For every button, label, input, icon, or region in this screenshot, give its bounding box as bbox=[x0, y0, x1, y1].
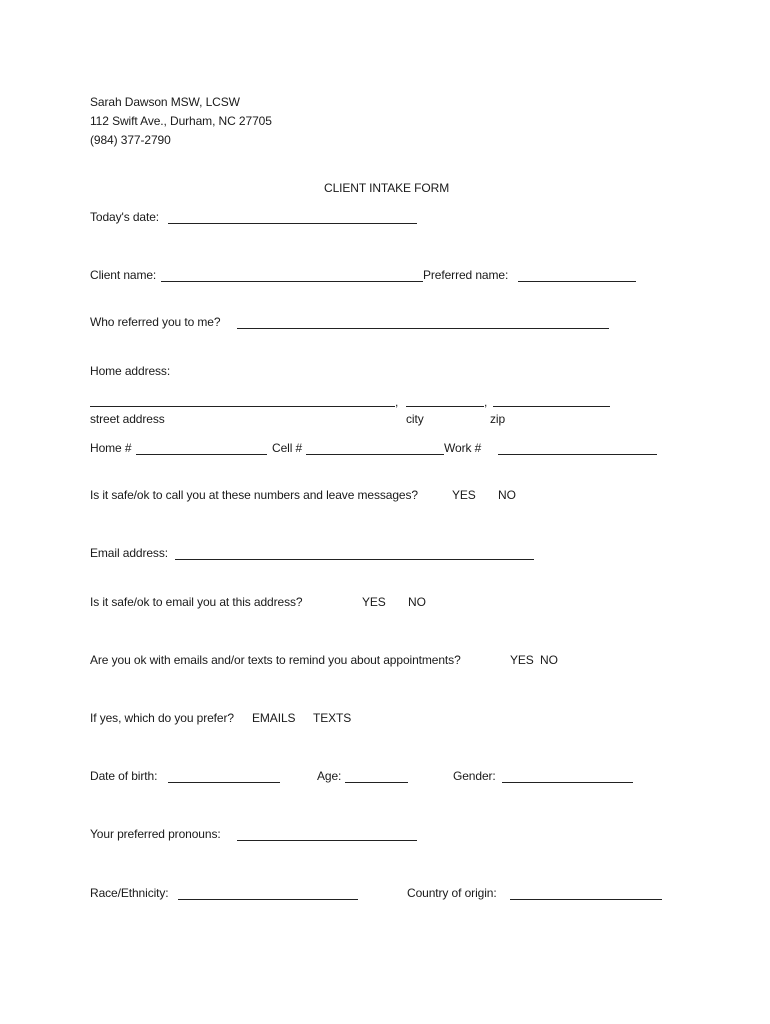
safe-email-no[interactable]: NO bbox=[408, 595, 426, 609]
todays-date-line[interactable] bbox=[168, 223, 417, 224]
referred-by-line[interactable] bbox=[237, 328, 609, 329]
race-ethnicity-line[interactable] bbox=[178, 899, 358, 900]
safe-call-yes[interactable]: YES bbox=[452, 488, 476, 502]
form-title: CLIENT INTAKE FORM bbox=[324, 181, 450, 195]
client-name-label: Client name: bbox=[90, 268, 157, 282]
gender-label: Gender: bbox=[453, 769, 496, 783]
address-comma-1: , bbox=[395, 395, 399, 409]
referred-by-label: Who referred you to me? bbox=[90, 315, 221, 329]
age-label: Age: bbox=[317, 769, 342, 783]
client-name-line[interactable] bbox=[161, 281, 423, 282]
date-of-birth-label: Date of birth: bbox=[90, 769, 158, 783]
cell-phone-label: Cell # bbox=[272, 441, 303, 455]
provider-phone: (984) 377-2790 bbox=[90, 133, 171, 147]
prefer-texts[interactable]: TEXTS bbox=[313, 711, 352, 725]
zip-caption: zip bbox=[490, 412, 506, 426]
reminders-no[interactable]: NO bbox=[540, 653, 558, 667]
email-address-line[interactable] bbox=[175, 559, 534, 560]
date-of-birth-line[interactable] bbox=[168, 782, 280, 783]
safe-email-yes[interactable]: YES bbox=[362, 595, 386, 609]
reminders-yes[interactable]: YES bbox=[510, 653, 534, 667]
address-comma-2: , bbox=[484, 395, 488, 409]
email-address-label: Email address: bbox=[90, 546, 168, 560]
age-line[interactable] bbox=[345, 782, 408, 783]
city-line[interactable] bbox=[406, 406, 484, 407]
country-of-origin-line[interactable] bbox=[510, 899, 662, 900]
prefer-question: If yes, which do you prefer? bbox=[90, 711, 234, 725]
pronouns-label: Your preferred pronouns: bbox=[90, 827, 221, 841]
cell-phone-line[interactable] bbox=[306, 454, 444, 455]
zip-line[interactable] bbox=[493, 406, 610, 407]
todays-date-label: Today's date: bbox=[90, 210, 160, 224]
provider-name: Sarah Dawson MSW, LCSW bbox=[90, 95, 240, 109]
pronouns-line[interactable] bbox=[237, 840, 417, 841]
safe-call-question: Is it safe/ok to call you at these numbers and leave messages? bbox=[90, 488, 418, 502]
safe-email-question: Is it safe/ok to email you at this address? bbox=[90, 595, 303, 609]
work-phone-label: Work # bbox=[444, 441, 482, 455]
reminders-question: Are you ok with emails and/or texts to remind you about appointments? bbox=[90, 653, 461, 667]
provider-address: 112 Swift Ave., Durham, NC 27705 bbox=[90, 114, 272, 128]
work-phone-line[interactable] bbox=[498, 454, 657, 455]
gender-line[interactable] bbox=[502, 782, 633, 783]
safe-call-no[interactable]: NO bbox=[498, 488, 516, 502]
street-address-line[interactable] bbox=[90, 406, 395, 407]
prefer-emails[interactable]: EMAILS bbox=[252, 711, 296, 725]
country-of-origin-label: Country of origin: bbox=[407, 886, 497, 900]
preferred-name-label: Preferred name: bbox=[423, 268, 509, 282]
race-ethnicity-label: Race/Ethnicity: bbox=[90, 886, 169, 900]
preferred-name-line[interactable] bbox=[518, 281, 636, 282]
city-caption: city bbox=[406, 412, 424, 426]
street-address-caption: street address bbox=[90, 412, 165, 426]
home-phone-label: Home # bbox=[90, 441, 132, 455]
home-address-label: Home address: bbox=[90, 364, 171, 378]
home-phone-line[interactable] bbox=[136, 454, 267, 455]
